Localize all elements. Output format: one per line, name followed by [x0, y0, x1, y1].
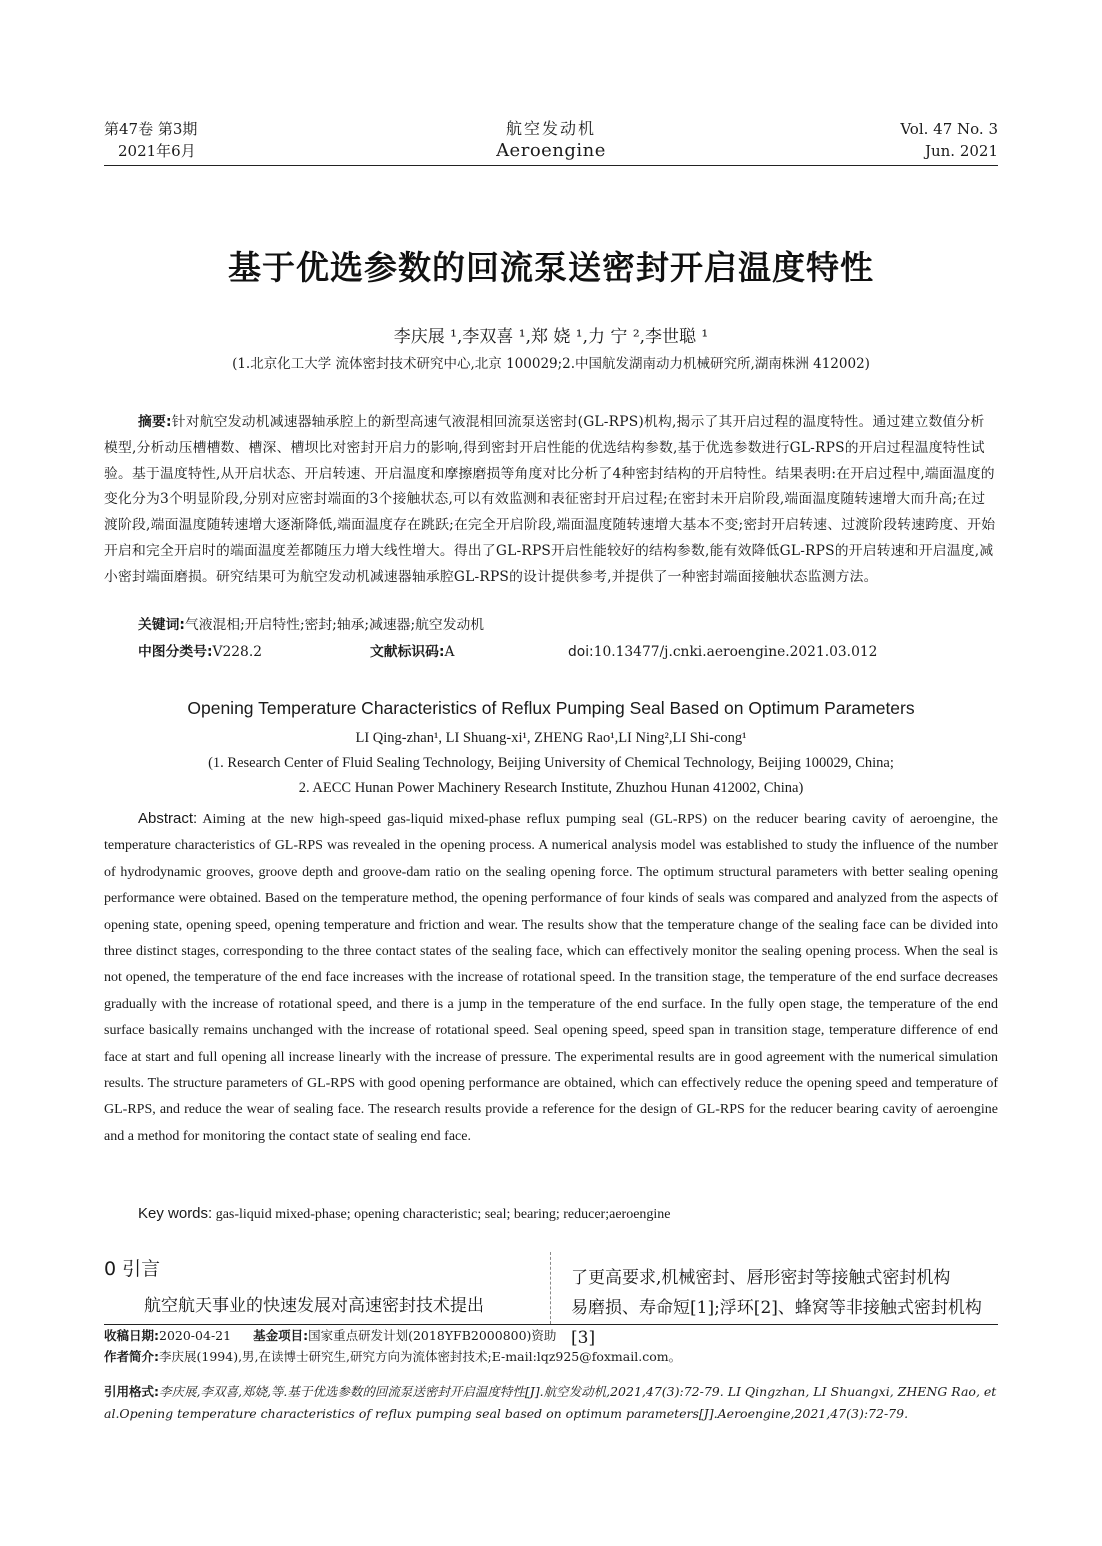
header-volume-cn: 第47卷 第3期	[104, 120, 198, 138]
footnote-rule	[104, 1324, 998, 1325]
column-divider	[550, 1252, 551, 1324]
doi-value: 10.13477/j.cnki.aeroengine.2021.03.012	[593, 644, 878, 660]
authors-cn: 李庆展 ¹,李双喜 ¹,郑 娆 ¹,力 宁 ²,李世聪 ¹	[393, 327, 709, 347]
affiliations-en-1: (1. Research Center of Fluid Sealing Technology, Beijing University of Chemical Technology, Beijing 100029, China;	[208, 755, 894, 771]
citation-format	[104, 1381, 998, 1425]
keywords-en	[138, 1203, 998, 1226]
paper-title-cn: 基于优选参数的回流泵送密封开启温度特性	[228, 248, 874, 287]
running-header	[104, 118, 998, 166]
author-bio-value: 李庆展(1994),男,在读博士研究生,研究方向为流体密封技术;E-mail:lqz925@foxmail.com。	[159, 1349, 682, 1364]
citation-text: 李庆展,李双喜,郑娆,等.基于优选参数的回流泵送密封开启温度特性[J].航空发动机,2021,47(3):72-79. LI Qingzhan, LI Shuangxi, ZHENG Rao, et al.Opening temperature characteristics of reflux pumping seal based on optimum parameters[J].Aeroengine,2021,47(3):72-79.	[104, 1384, 997, 1421]
author-bio-label: 作者简介:	[104, 1349, 159, 1364]
header-journal-cn: 航空发动机	[505, 119, 596, 138]
abstract-en-text: Aiming at the new high-speed gas-liquid mixed-phase reflux pumping seal (GL-RPS) on the reducer bearing cavity of aeroengine, the temperature characteristics of GL-RPS was revealed in the opening process. A numerical analysis model was established to study the influence of the number of hydrodynamic grooves, groove depth and groove-dam ratio on the sealing opening force. The optimum structural parameters with better sealing opening performance were obtained. Based on the temperature method, the opening performance of four kinds of seals was compared and analyzed from the aspects of opening state, opening speed, opening temperature and friction and wear. The results show that the temperature change of the sealing face can be divided into three distinct stages, corresponding to the three contact states of the sealing face, which can effectively monitor the sealing opening process. When the seal is not opened, the temperature of the end face increases with the increase of rotational speed. In the transition stage, the temperature of the end surface decreases gradually with the increase of rotational speed, and there is a jump in the temperature of the end surface. In the fully open stage, the temperature of the end surface basically remains unchanged with the increase of rotational speed. Seal opening speed, speed span in transition stage, temperature difference of end face at start and full opening all increase linearly with the increase of pressure. The experimental results are in good agreement with the numerical simulation results. The structure parameters of GL-RPS with good opening performance are obtained, which can effectively reduce the opening speed and temperature of GL-RPS, and reduce the wear of sealing face. The research results provide a reference for the design of GL-RPS for the reducer bearing cavity of aeroengine and a method for monitoring the contact state of sealing end face.	[104, 812, 998, 1144]
clc-label: 中图分类号:	[138, 644, 213, 660]
header-right	[900, 118, 998, 162]
doi-label: doi:	[568, 644, 594, 660]
received-value: 2020-04-21	[159, 1328, 232, 1343]
abstract-cn-label: 摘要:	[138, 414, 172, 430]
abstract-cn	[104, 410, 998, 591]
header-journal-en: Aeroengine	[496, 140, 606, 161]
doc-value: A	[444, 644, 455, 660]
footnote-received-fund	[104, 1326, 998, 1346]
header-date-cn: 2021年6月	[118, 142, 196, 160]
abstract-en	[104, 806, 998, 1150]
header-volume-en: Vol. 47 No. 3	[900, 120, 998, 138]
received-label: 收稿日期:	[104, 1328, 159, 1343]
keywords-cn-text: 气液混相;开启特性;密封;轴承;减速器;航空发动机	[184, 617, 485, 633]
classification-row	[138, 641, 998, 663]
citation-label: 引用格式:	[104, 1384, 159, 1399]
keywords-cn	[138, 614, 998, 636]
clc-number	[138, 641, 262, 663]
keywords-en-label: Key words:	[138, 1205, 213, 1222]
intro-right-line-2: 易磨损、寿命短[1];浮环[2]、蜂窝等非接触式密封机构[3]	[571, 1298, 982, 1348]
fund-value: 国家重点研发计划(2018YFB2000800)资助	[308, 1328, 557, 1343]
header-center	[104, 118, 998, 162]
clc-value: V228.2	[212, 644, 262, 660]
document-code	[370, 641, 454, 663]
fund-label: 基金项目:	[253, 1328, 309, 1343]
header-date-en: Jun. 2021	[924, 142, 998, 160]
intro-right-line-1: 了更高要求,机械密封、唇形密封等接触式密封机构	[571, 1268, 951, 1288]
doi	[568, 641, 877, 663]
abstract-cn-text: 针对航空发动机减速器轴承腔上的新型高速气液混相回流泵送密封(GL-RPS)机构,揭示了其开启过程的温度特性。通过建立数值分析模型,分析动压槽槽数、槽深、槽坝比对密封开启力的影响,得到密封开启性能的优选结构参数,基于优选参数进行GL-RPS的开启过程温度特性试验。基于温度特性,从开启状态、开启转速、开启温度和摩擦磨损等角度对比分析了4种密封结构的开启特性。结果表明:在开启过程中,端面温度的变化分为3个明显阶段,分别对应密封端面的3个接触状态,可以有效监测和表征密封开启过程;在密封未开启阶段,端面温度随转速增大而升高;在过渡阶段,端面温度随转速增大逐渐降低,端面温度存在跳跃;在完全开启阶段,端面温度随转速增大基本不变;密封开启转速、过渡阶段转速跨度、开始开启和完全开启时的端面温度差都随压力增大线性增大。得出了GL-RPS开启性能较好的结构参数,能有效降低GL-RPS的开启转速和开启温度,减小密封端面磨损。研究结果可为航空发动机减速器轴承腔GL-RPS的设计提供参考,并提供了一种密封端面接触状态监测方法。	[104, 414, 996, 585]
keywords-cn-label: 关键词:	[138, 617, 185, 633]
authors-en: LI Qing-zhan¹, LI Shuang-xi¹, ZHENG Rao¹,LI Ning²,LI Shi-cong¹	[355, 730, 747, 746]
affiliations-cn: (1.北京化工大学 流体密封技术研究中心,北京 100029;2.中国航发湖南动力机械研究所,湖南株洲 412002)	[232, 356, 870, 372]
affiliations-en-2: 2. AECC Hunan Power Machinery Research Institute, Zhuzhou Hunan 412002, China)	[298, 780, 804, 796]
section-heading-introduction: 0 引言	[104, 1258, 161, 1280]
paper-title-en: Opening Temperature Characteristics of Reflux Pumping Seal Based on Optimum Parameters	[187, 698, 915, 718]
abstract-en-label: Abstract:	[138, 810, 198, 827]
keywords-en-text: gas-liquid mixed-phase; opening characteristic; seal; bearing; reducer;aeroengine	[215, 1207, 671, 1222]
doc-label: 文献标识码:	[370, 644, 445, 660]
intro-left-column: 航空航天事业的快速发展对高速密封技术提出	[144, 1296, 484, 1316]
footnote-author-bio	[104, 1347, 998, 1367]
